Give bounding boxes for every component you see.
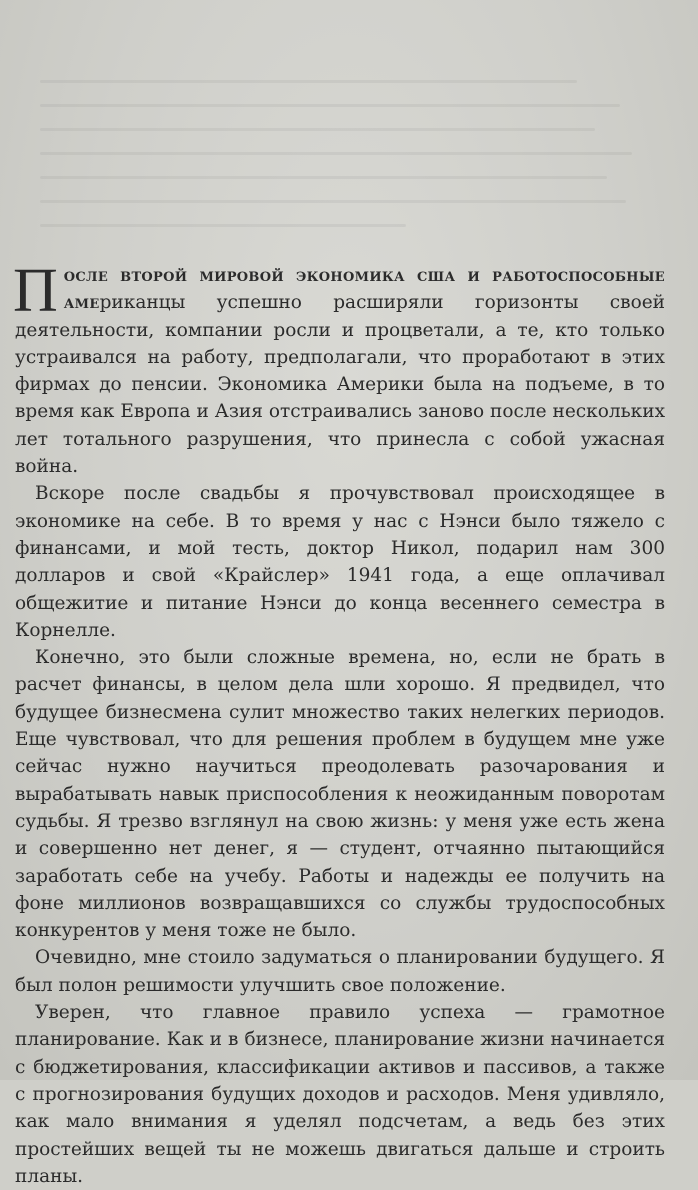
paragraph-4: Очевидно, мне стоило задуматься о планировании будущего. Я был полон решимости улучшить свое положение. xyxy=(15,947,665,996)
paragraph-2: Вскоре после свадьбы я прочувствовал происходящее в экономике на себе. В то время у нас с Нэнси было тяжело с финансами, и мой тесть, доктор Никол, подарил нам 300 долларов и свой «Крайслер» 1941 года, а еще оплачивал общежитие и питание Нэнси до конца весеннего семестра в Корнелле. xyxy=(15,483,665,641)
paragraph-5: Уверен, что главное правило успеха — грамотное планирование. Как и в бизнесе, планирование жизни начинается с бюджетирования, классификации активов и пассивов, а также с прогнозирования будущих доходов и расходов. Меня удивляло, как мало внимания я уделял подсчетам, а ведь без этих простейших вещей ты не можешь двигаться дальше и строить планы. xyxy=(15,1002,665,1187)
lead-in-smallcaps: осле второй мировой экономика сша и работоспособные аме xyxy=(63,265,665,314)
paragraph-1-rest: риканцы успешно расширяли горизонты своей деятельности, компании росли и процветали, а те, кто только устраивался на работу, предполагали, что проработают в этих фирмах до пенсии. Экономика Америки была на подъеме, в то время как Европа и Азия отстраивались заново после нескольких лет тотального разрушения, что принесла с собой ужасная война. xyxy=(15,292,665,478)
body-text xyxy=(13,257,665,1190)
paragraph-3: Конечно, это были сложные времена, но, если не брать в расчет финансы, в целом дела шли хорошо. Я предвидел, что будущее бизнесмена сулит множество таких нелегких периодов. Еще чувствовал, что для решения проблем в будущем мне уже сейчас нужно научиться преодолевать разочарования и вырабатывать навык приспособления к неожиданным поворотам судьбы. Я трезво взглянул на свою жизнь: у меня уже есть жена и совершенно нет денег, я — студент, отчаянно пытающийся заработать себе на учебу. Работы и надежды ее получить на фоне миллионов возвращавшихся со службы трудоспособных конкурентов у меня тоже не было. xyxy=(15,647,665,942)
drop-cap: П xyxy=(13,257,58,325)
paragraph-1 xyxy=(13,257,665,480)
show-through-text xyxy=(40,80,650,280)
